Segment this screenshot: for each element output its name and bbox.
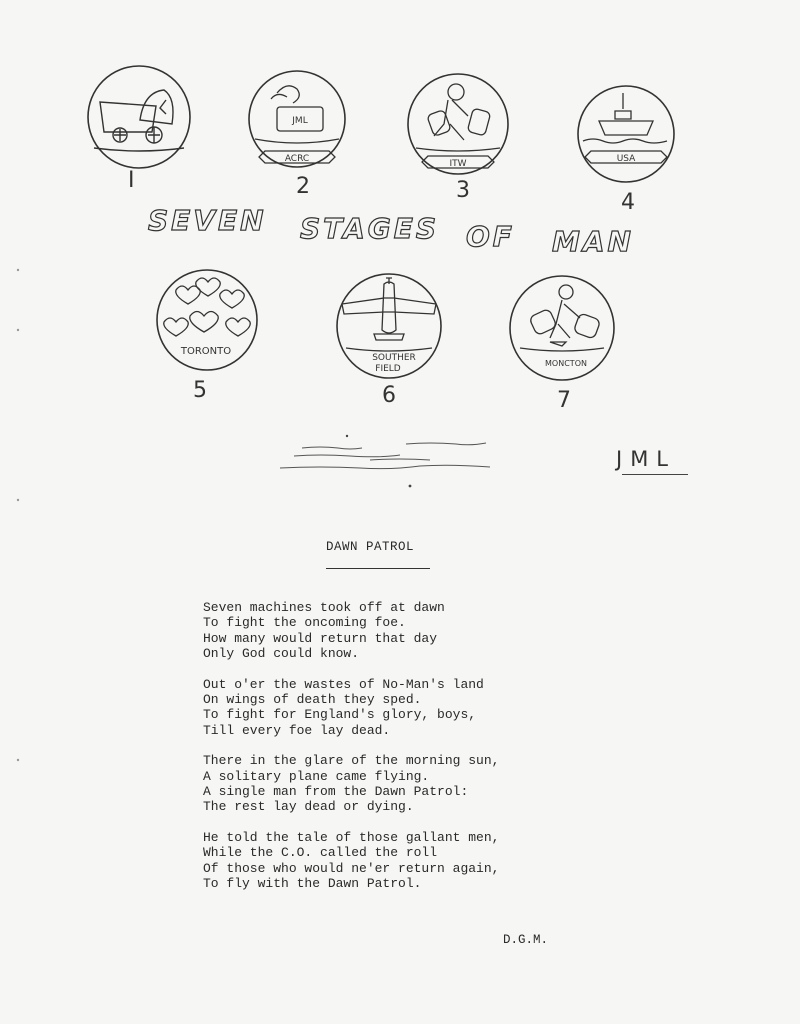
medallion-3 bbox=[404, 70, 512, 178]
heading-word-stages: STAGES bbox=[300, 212, 440, 245]
stanza bbox=[203, 677, 499, 739]
medallion-6-label: SOUTHER FIELD bbox=[372, 353, 416, 374]
stanza bbox=[203, 600, 499, 662]
medallion-7 bbox=[506, 274, 618, 382]
poem-line: How many would return that day bbox=[203, 630, 438, 646]
medallion-1 bbox=[84, 62, 194, 172]
medallion-5 bbox=[152, 266, 262, 374]
poem-line: Of those who would ne'er return again, bbox=[203, 860, 500, 876]
poem-line: Seven machines took off at dawn bbox=[203, 600, 445, 615]
poem-line: Out o'er the wastes of No-Man's land bbox=[203, 676, 484, 692]
medallion-2 bbox=[247, 67, 347, 171]
marching-soldier-icon bbox=[416, 84, 500, 168]
poem-line: To fly with the Dawn Patrol. bbox=[203, 876, 422, 892]
poem-line: A solitary plane came flying. bbox=[203, 768, 430, 784]
poem-line: A single man from the Dawn Patrol: bbox=[203, 784, 469, 800]
medallion-7-label: MONCTON bbox=[545, 359, 587, 368]
medallion-1-number: I bbox=[128, 168, 135, 193]
poem-line: While the C.O. called the roll bbox=[203, 845, 438, 861]
medallion-2-number: 2 bbox=[296, 174, 310, 199]
medallion-4 bbox=[571, 83, 681, 185]
ship-icon bbox=[583, 93, 667, 163]
medallion-4-label: USA bbox=[616, 154, 636, 164]
medallion-2-sublabel: JML bbox=[292, 116, 308, 126]
medallion-6-number: 6 bbox=[382, 383, 396, 408]
heading-word-man: MAN bbox=[552, 225, 634, 258]
poem-line: On wings of death they sped. bbox=[203, 692, 422, 708]
medallion-5-number: 5 bbox=[193, 378, 207, 403]
initials-underline bbox=[622, 474, 688, 475]
medallion-5-label: TORONTO bbox=[180, 346, 232, 357]
pram-icon bbox=[94, 90, 184, 151]
margin-marks bbox=[14, 260, 22, 780]
poem-body bbox=[203, 600, 499, 907]
stanza bbox=[203, 753, 499, 815]
medallion-3-number: 3 bbox=[456, 178, 470, 203]
medallion-2-label: ACRC bbox=[284, 154, 310, 164]
artist-initials: JML bbox=[616, 447, 677, 471]
poem-line: He told the tale of those gallant men, bbox=[203, 829, 500, 845]
poem-line: To fight the oncoming foe. bbox=[203, 615, 406, 631]
stanza bbox=[203, 830, 499, 892]
medallion-3-label: ITW bbox=[449, 159, 467, 169]
airplane-icon bbox=[342, 278, 436, 351]
medallion-7-number: 7 bbox=[557, 388, 571, 413]
medallion-4-number: 4 bbox=[621, 190, 635, 215]
poem-title: DAWN PATROL bbox=[326, 540, 415, 554]
heading-word-seven: SEVEN bbox=[148, 204, 267, 237]
poem-line: To fight for England's glory, boys, bbox=[203, 707, 477, 723]
poem-line: Only God could know. bbox=[203, 646, 360, 662]
medallion-6 bbox=[334, 270, 444, 382]
author-signature: D.G.M. bbox=[503, 933, 549, 947]
heading-word-of: OF bbox=[466, 220, 515, 253]
poem-line: There in the glare of the morning sun, bbox=[203, 753, 500, 769]
poem-line: Till every foe lay dead. bbox=[203, 722, 391, 738]
hearts-icon bbox=[164, 278, 251, 336]
poem-title-underline bbox=[326, 568, 430, 569]
soldier-luggage-icon bbox=[520, 285, 604, 351]
sketch-lines bbox=[280, 430, 520, 490]
poem-line: The rest lay dead or dying. bbox=[203, 799, 414, 815]
